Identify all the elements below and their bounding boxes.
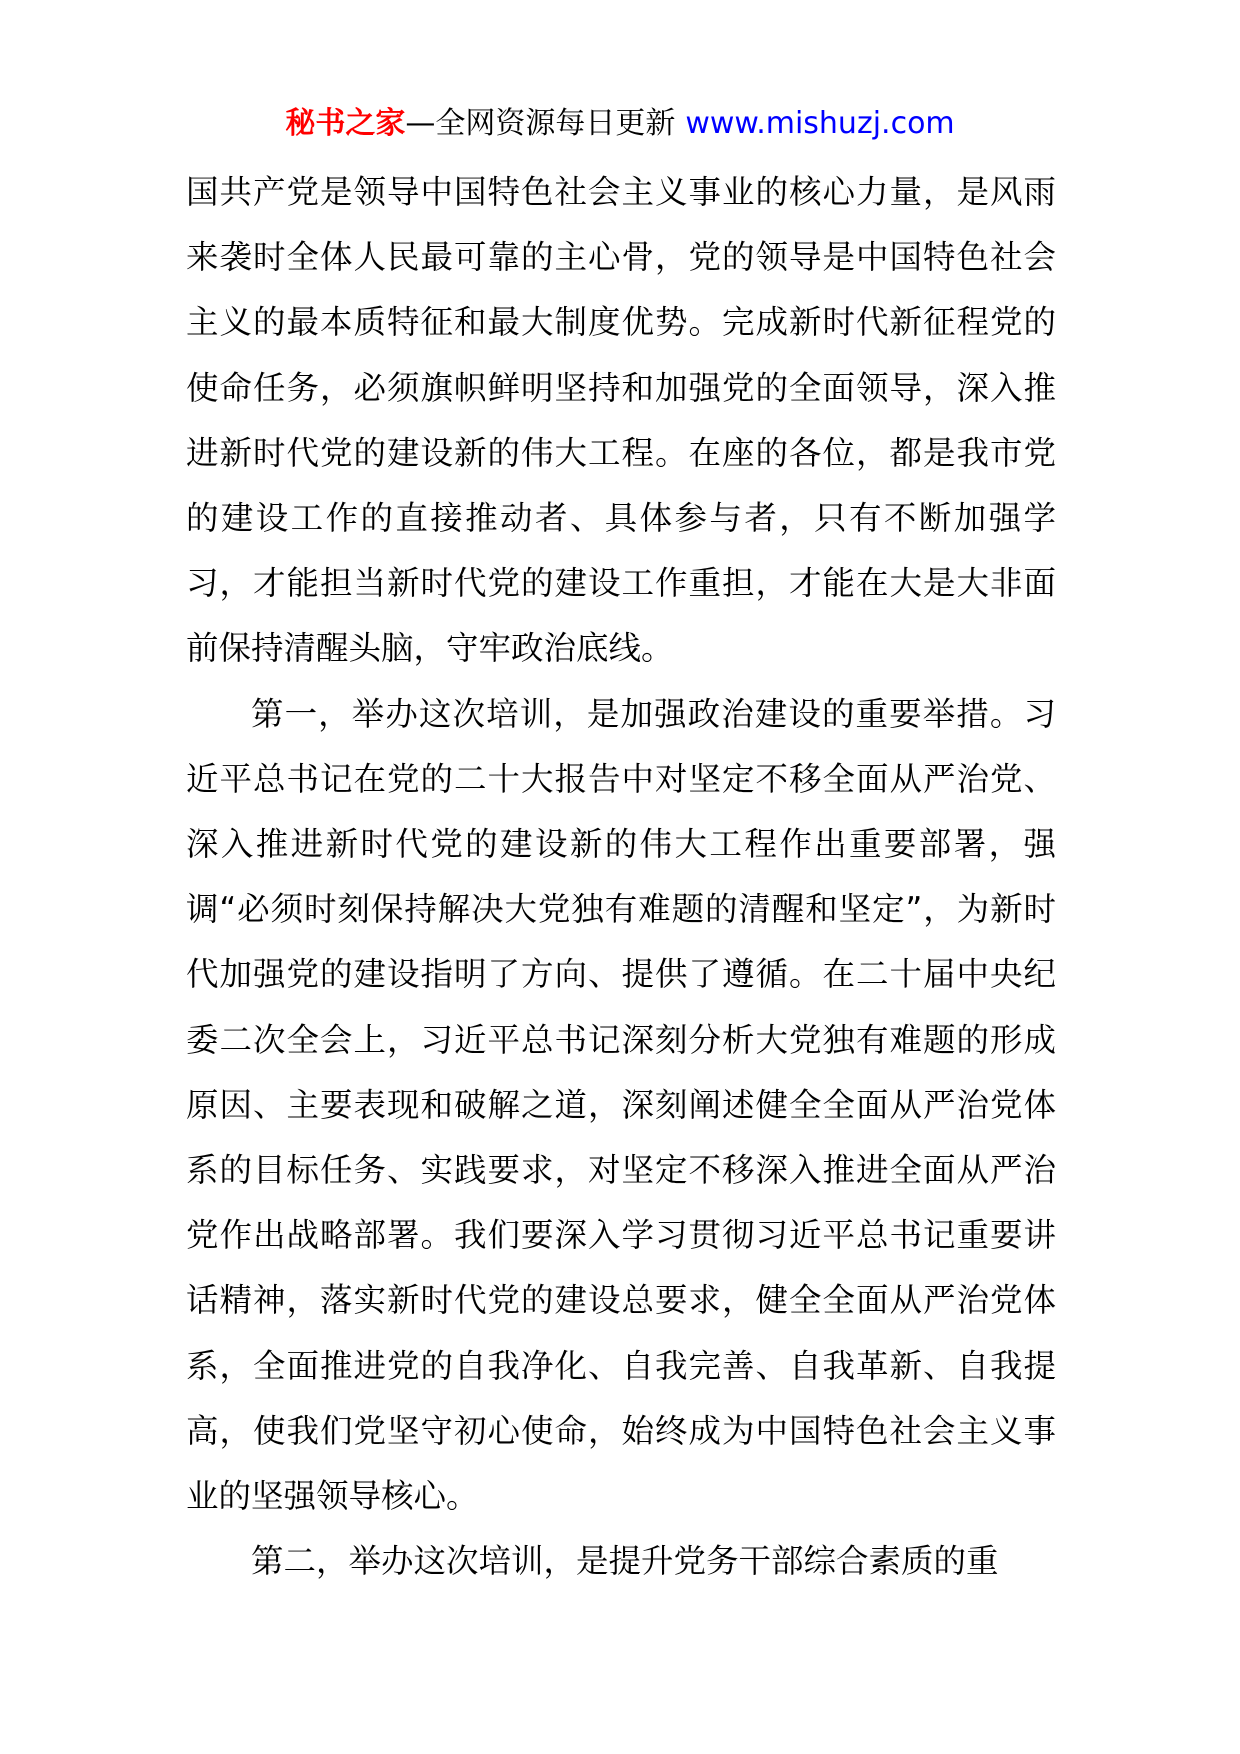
document-body bbox=[186, 160, 1056, 1594]
paragraph-3: 第二，举办这次培训，是提升党务干部综合素质的重 bbox=[251, 1542, 999, 1581]
paragraph-2: 第一，举办这次培训，是加强政治建设的重要举措。习近平总书记在党的二十大报告中对坚定不移全面从严治党、深入推进新时代党的建设新的伟大工程作出重要部署，强调“必须时刻保持解决大党独有难题的清醒和坚定”，为新时代加强党的建设指明了方向、提供了遵循。在二十届中央纪委二次全会上，习近平总书记深刻分析大党独有难题的形成原因、主要表现和破解之道，深刻阐述健全全面从严治党体系的目标任务、实践要求，对坚定不移深入推进全面从严治党作出战略部署。我们要深入学习贯彻习近平总书记重要讲话精神，落实新时代党的建设总要求，健全全面从严治党体系，全面推进党的自我净化、自我完善、自我革新、自我提高，使我们党坚守初心使命，始终成为中国特色社会主义事业的坚强领导核心。 bbox=[186, 694, 1056, 1516]
header-brand: 秘书之家 bbox=[285, 106, 406, 141]
paragraph-1: 国共产党是领导中国特色社会主义事业的核心力量，是风雨来袭时全体人民最可靠的主心骨，党的领导是中国特色社会主义的最本质特征和最大制度优势。完成新时代新征程党的使命任务，必须旗帜鲜明坚持和加强党的全面领导，深入推进新时代党的建设新的伟大工程。在座的各位，都是我市党的建设工作的直接推动者、具体参与者，只有不断加强学习，才能担当新时代党的建设工作重担，才能在大是大非面前保持清醒头脑，守牢政治底线。 bbox=[186, 173, 1056, 668]
header-url-link[interactable]: www.mishuzj.com bbox=[685, 106, 955, 141]
header-slogan: —全网资源每日更新 bbox=[405, 106, 676, 141]
page-header bbox=[0, 100, 1240, 148]
